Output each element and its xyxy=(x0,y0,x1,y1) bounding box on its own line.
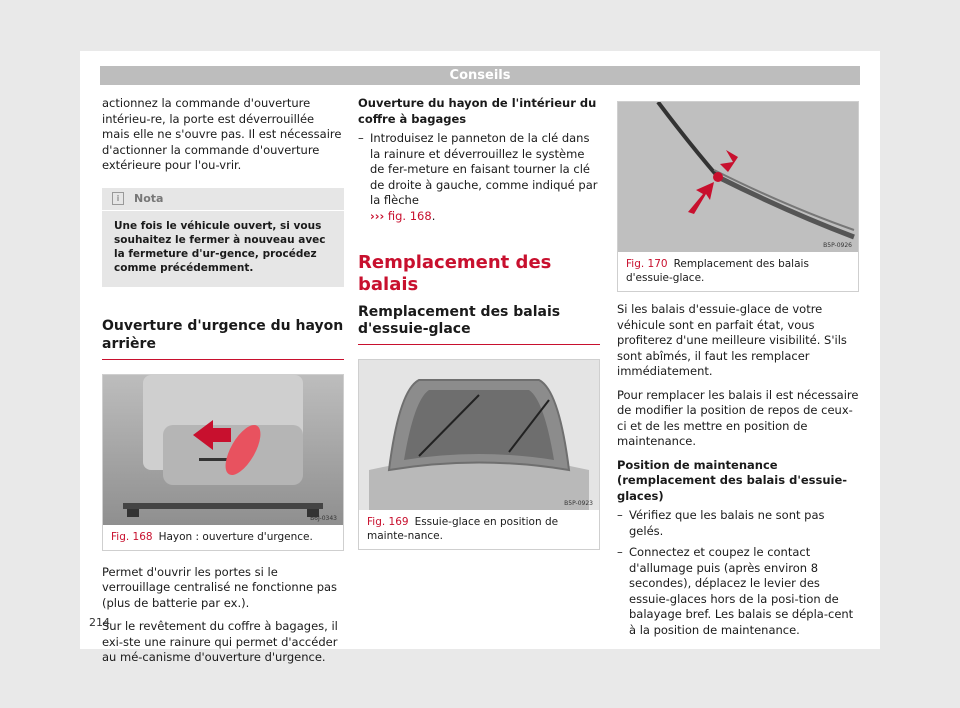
column-3 xyxy=(617,101,859,644)
figure-170 xyxy=(617,101,859,292)
figure-169 xyxy=(358,359,600,550)
figure-caption xyxy=(618,252,858,291)
figure-169-image xyxy=(359,360,599,510)
figure-170-image xyxy=(618,102,858,252)
chapter-title: Remplacement des balais xyxy=(358,252,552,295)
figure-reference-link[interactable]: fig. 168 xyxy=(387,208,432,223)
sub-heading: Ouverture du hayon de l'intérieur du coffre à bagages xyxy=(358,96,597,126)
note-text: Une fois le véhicule ouvert, si vous souhaitez le fermer à nouveau avec la fermeture d'ur-gence, procédez comme précédemment. xyxy=(114,219,326,274)
paragraph: Permet d'ouvrir les portes si le verrouillage centralisé ne fonctionne pas (plus de batterie par ex.). xyxy=(102,564,338,610)
note-label: Nota xyxy=(134,192,164,205)
section-title: Ouverture d'urgence du hayon arrière xyxy=(102,317,344,360)
figure-code: B5P-0926 xyxy=(823,242,852,249)
windshield-illustration xyxy=(359,360,599,510)
dash-marker: – xyxy=(358,131,364,145)
figure-label: Fig. 168 xyxy=(111,530,153,543)
info-icon: i xyxy=(112,192,124,205)
page-number: 214 xyxy=(89,616,110,629)
dash-marker: – xyxy=(617,508,623,522)
step-text: Vérifiez que les balais ne sont pas gelés. xyxy=(629,508,825,538)
step-text: Introduisez le panneton de la clé dans la rainure et déverrouillez le système de fer-meture en faisant tourner la clé de droite à gauche, comme indiqué par la flèche xyxy=(370,131,598,207)
figure-label: Fig. 169 xyxy=(367,516,409,528)
trunk-lining-illustration xyxy=(103,375,343,525)
step-item xyxy=(617,508,859,539)
ref-arrows: ››› xyxy=(370,208,385,223)
figure-168 xyxy=(102,374,344,551)
step-end: . xyxy=(431,208,436,223)
figure-code: B6J-0343 xyxy=(310,514,337,522)
figure-label: Fig. 170 xyxy=(626,258,668,270)
column-1 xyxy=(102,96,344,674)
column-2 xyxy=(358,96,600,550)
figure-caption-text: Hayon : ouverture d'urgence. xyxy=(158,530,313,543)
figure-caption xyxy=(103,525,343,550)
wiper-blade-illustration xyxy=(618,102,858,252)
dash-marker: – xyxy=(617,545,623,559)
paragraph: actionnez la commande d'ouverture intérieu-re, la porte est déverrouillée mais elle ne s'ouvre pas. Il est nécessaire d'actionner la commande d'ouverture extérieure pour l'ou-vrir. xyxy=(102,96,342,172)
figure-caption xyxy=(359,510,599,549)
step-item xyxy=(358,131,600,224)
note-box xyxy=(102,188,344,287)
paragraph: Si les balais d'essuie-glace de votre véhicule sont en parfait état, vous profiterez d'une meilleure visibilité. S'ils sont abîmés, il faut les remplacer immédiatement. xyxy=(617,302,847,378)
figure-caption-text: Remplacement des balais d'essuie-glace. xyxy=(626,258,809,284)
figure-168-image xyxy=(103,375,343,525)
step-text: Connectez et coupez le contact d'allumage puis (après environ 8 secondes), déplacez le levier des essuie-glaces hors de la posi-tion de balayage bref. Les balais se dépla-cent à la position de maintenance. xyxy=(629,545,854,637)
sub-heading: Position de maintenance (remplacement des balais d'essuie-glaces) xyxy=(617,457,848,503)
paragraph: Sur le revêtement du coffre à bagages, il exi-ste une rainure qui permet d'accéder au mé-canisme d'ouverture d'urgence. xyxy=(102,619,338,664)
step-item xyxy=(617,545,859,638)
figure-caption-text: Essuie-glace en position de mainte-nance. xyxy=(367,516,559,542)
paragraph: Pour remplacer les balais il est nécessaire de modifier la position de repos de ceux-ci et de les mettre en position de maintenance. xyxy=(617,387,859,448)
figure-code: B5P-0923 xyxy=(564,500,593,507)
page-header: Conseils xyxy=(100,66,860,85)
note-header xyxy=(102,188,344,211)
section-title: Remplacement des balais d'essuie-glace xyxy=(358,304,600,345)
